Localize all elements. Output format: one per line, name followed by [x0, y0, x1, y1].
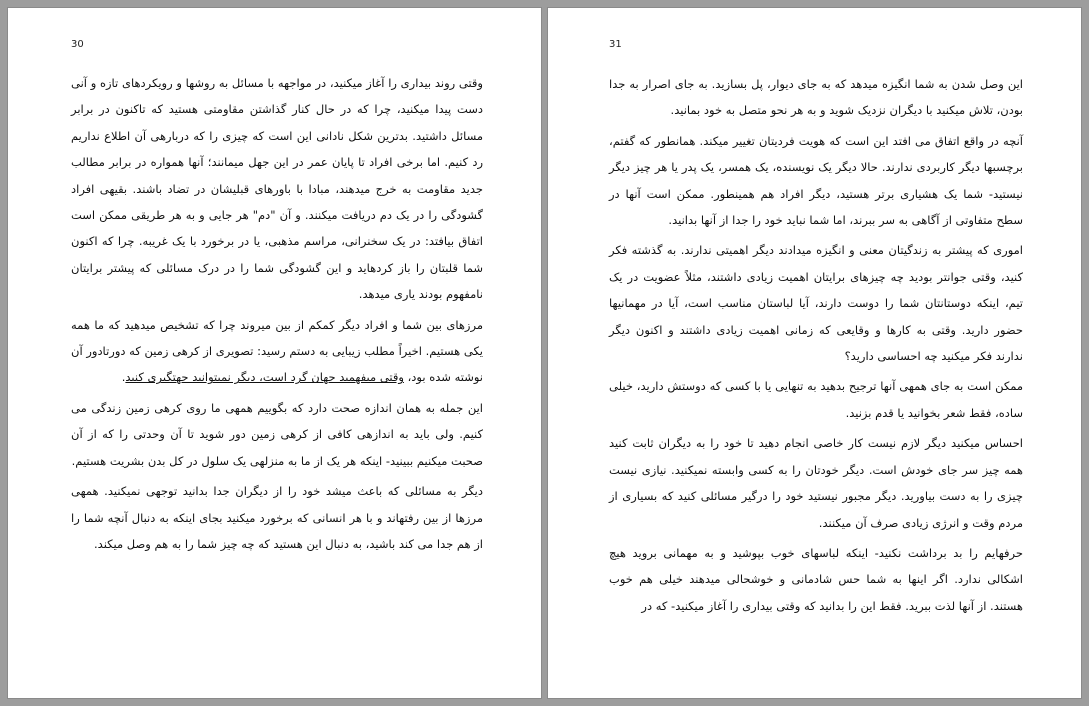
page-body: [71, 70, 483, 561]
paragraph: احساس میکنید دیگر لازم نیست کار خاصی انجام دهید تا خود را به دیگران ثابت کنید همه چیز سر جای خودش است. دیگر خودتان را به کسی وابسته نمیکنید. نیازی نیست چیزی را به دست بیاورید. دیگر مجبور نیستید خود را درگیر مسائلی کنید که بسیاری از مردم وقت و انرژی زیادی صرف آن میکنند.: [609, 436, 1023, 530]
paragraph: آنچه در واقع اتفاق می افتد این است که هویت فردیتان تغییر میکند. همانطور که گفتم، برچسبها دیگر کاربردی ندارند. حالا دیگر یک نویسنده، یک همسر، یک پدر یا هر چیز دیگر نیستید- شما یک هشیاری برتر هستید، دیگر افراد هم همینطور. ممکن است آنها در سطح متفاوتی از آگاهی به سر ببرند، اما شما نباید خود را جدا از آنها بدانید.: [609, 133, 1023, 228]
page-body: [609, 71, 1023, 623]
paragraph: دیگر به مسائلی که باعث میشد خود را از دیگران جدا بدانید توجهی نمیکنید. همهی مرزها از بین رفتهاند و با هر انسانی که برخورد میکنید بجای اینکه به دنبال آنچه شما را از هم جدا می کند باشید، به دنبال این هستید که چه چیز شما را به هم وصل میکند.: [71, 484, 483, 551]
paragraph-text: .: [121, 370, 126, 385]
page-number: 31: [609, 39, 622, 50]
right-page: [547, 7, 1082, 699]
paragraph: اموری که پیشتر به زندگیتان معنی و انگیزه میدادند دیگر اهمیتی ندارند. به گذشته فکر کنید، وقتی جوانتر بودید چه چیزهای برایتان اهمیت زیادی داشتند، مثلاً عضویت در یک تیم، اینکه دوستانتان شما را دوست دارند، آیا لباستان مناسب است، آیا در مهمانیها حضور دارید. وقتی به کارها و وقایعی که زمانی اهمیت زیادی داشتند و اکنون دیگر ندارند فکر میکنید چه احساسی دارید؟: [609, 243, 1023, 364]
left-page: [7, 7, 542, 699]
underlined-quote: وقتی میفهمید جهان گرد است، دیگر نمیتوانید جهتگیری کنید: [125, 370, 404, 385]
page-number: 30: [71, 39, 84, 50]
paragraph: این جمله به همان اندازه صحت دارد که بگوییم همهی ما روی کرهی زمین زندگی می کنیم. ولی باید به اندازهی کافی از کرهی زمین دور شوید تا آن وحدتی را که از آن صحبت میکنیم ببینید- اینکه هر یک از ما به منزلهی یک سلول در کل بدن بشریت هستیم.: [71, 400, 483, 468]
paragraph: وقتی روند بیداری را آغاز میکنید، در مواجهه با مسائل به روشها و رویکردهای تازه و آنی دست پیدا میکنید، چرا که در حال کنار گذاشتن مقاومتی هستید که تاکنون در برابر مسائل داشتید. بدترین شکل نادانی این است که چیزی را که دربارهی آن اطلاع نداریم رد کنیم. اما برخی افراد تا پایان عمر در این جهل میمانند؛ آنها همواره در برابر مطالب جدید مقاومت به خرج میدهند، مبادا با باورهای قبلیشان در تضاد باشند. بقیهی افراد گشودگی را در یک دم دریافت میکنند. و آن "دم" هر جایی و به هر طریقی ممکن است اتفاق بیافتد: در یک سخنرانی، مراسم مذهبی، یا در برخورد با یک غریبه. چرا که اکنون شما قلبتان را باز کردهاید و این گشودگی شما را در درک مسائلی که پیشتر برایتان نامفهوم بودند یاری میدهد.: [71, 76, 483, 302]
paragraph-text: مرزهای بین شما و افراد دیگر کمکم از بین میروند چرا که تشخیص میدهید که ما همه یکی هستیم. اخیراً مطلب زیبایی به دستم رسید: تصویری از کرهی زمین که دورتادور آن نوشته شده بود،: [71, 317, 483, 385]
paragraph: این وصل شدن به شما انگیزه میدهد که به جای دیوار، پل بسازید. به جای اصرار به جدا بودن، تلاش میکنید با دیگران نزدیک شوید و به هر نحو متصل به خود بمانید.: [609, 77, 1023, 118]
paragraph: [71, 312, 483, 391]
paragraph: ممکن است به جای همهی آنها ترجیح بدهید به تنهایی یا با کسی که دوستش دارید، خیلی ساده، فقط شعر بخوانید یا قدم بزنید.: [609, 379, 1023, 420]
paragraph: حرفهایم را بد برداشت نکنید- اینکه لباسهای خوب بپوشید و به مهمانی بروید هیچ اشکالی ندارد. اگر اینها به شما حس شادمانی و خوشحالی میدهند خیلی هم خوب هستند. از آنها لذت ببرید. فقط این را بدانید که وقتی بیداری را آغاز میکنید- که در: [609, 545, 1023, 613]
